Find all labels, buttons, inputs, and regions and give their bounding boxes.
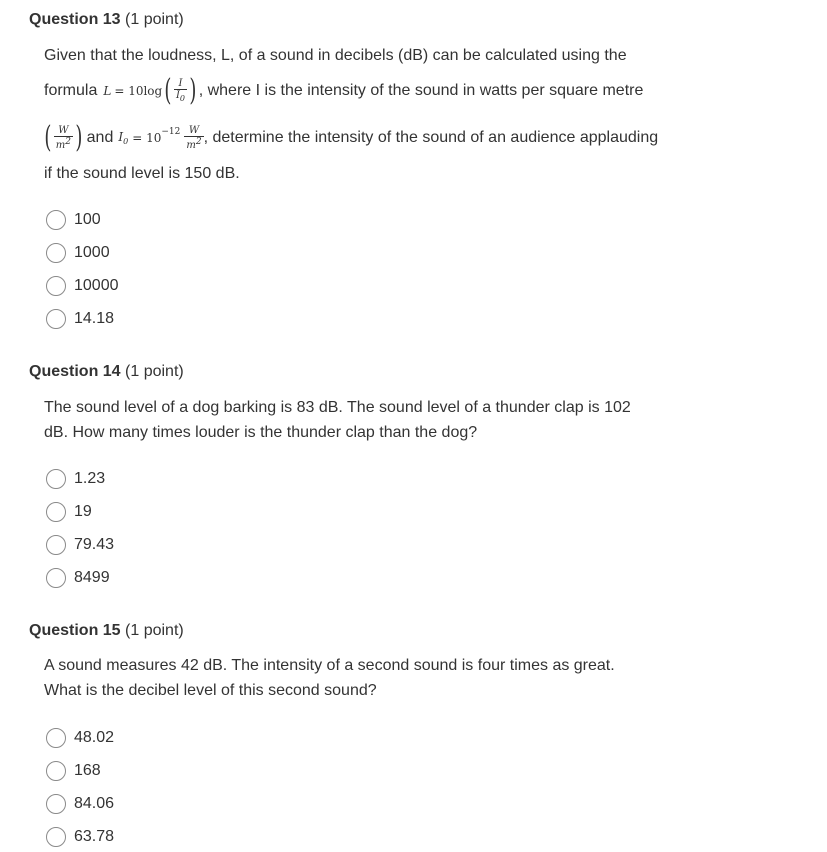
formula-prefix: formula [44,82,98,99]
formula-fraction [174,78,187,104]
radio-button[interactable] [46,568,66,588]
answer-option-label: 8499 [74,569,110,586]
answer-option[interactable] [46,759,101,783]
question-13-text-line-1: Given that the loudness, L, of a sound in decibels (dB) can be calculated using the [44,47,627,64]
i0-eq: = 10 [132,131,162,145]
answer-option-label: 168 [74,762,101,779]
formula-fraction-denominator [174,90,187,104]
answer-option-label: 48.02 [74,729,115,746]
unit-den-sup: 2 [65,137,71,147]
radio-button[interactable] [46,761,66,781]
answer-option-label: 100 [74,211,101,228]
unit-right-paren: ) [75,120,83,155]
answer-option-label: 1000 [74,244,110,261]
question-13-text-line-4: if the sound level is 150 dB. [44,165,240,182]
i0-unit-fraction [184,125,203,151]
question-15-header [29,622,184,640]
unit-fraction [54,125,73,151]
question-points: (1 point) [125,11,184,28]
radio-button[interactable] [46,728,66,748]
question-number: Question 15 [29,622,121,639]
question-number: Question 14 [29,363,121,380]
answer-option-label: 84.06 [74,795,115,812]
question-14-header [29,363,184,381]
answer-option-label: 1.23 [74,470,106,487]
answer-option[interactable] [46,208,101,232]
radio-button[interactable] [46,535,66,555]
answer-option[interactable] [46,726,114,750]
unit-denominator [54,137,73,151]
i0-unit-numerator: W [184,125,203,137]
line-3-suffix: , determine the intensity of the sound of an audience applauding [203,129,659,146]
i0-lhs [118,130,128,146]
question-14-text-line-1: The sound level of a dog barking is 83 dB. The sound level of a thunder clap is 102 [44,399,631,416]
question-number: Question 13 [29,11,121,28]
right-paren: ) [189,73,197,108]
i0-sub: 0 [123,137,129,146]
answer-option[interactable] [46,825,114,849]
question-13-text-line-3 [44,120,658,156]
answer-option[interactable] [46,467,105,491]
radio-button[interactable] [46,210,66,230]
answer-option-label: 63.78 [74,828,115,845]
question-15-text-line-2: What is the decibel level of this second sound? [44,682,377,699]
left-paren: ( [164,73,172,108]
formula-suffix: , where I is the intensity of the sound in watts per square metre [198,82,644,99]
i0-unit-den-symbol: m [186,140,196,151]
i0-unit-den-sup: 2 [195,137,202,147]
answer-option[interactable] [46,307,114,331]
radio-button[interactable] [46,309,66,329]
question-points: (1 point) [125,363,184,380]
question-15-text-line-1: A sound measures 42 dB. The intensity of a second sound is four times as great. [44,657,615,674]
question-14-text-line-2: dB. How many times louder is the thunder clap than the dog? [44,424,478,441]
i0-unit-denominator [184,137,203,151]
radio-button[interactable] [46,276,66,296]
formula-eq: = 10log [114,84,163,98]
answer-option-label: 10000 [74,277,119,294]
unit-left-paren: ( [44,120,52,155]
question-13-text-line-2 [44,74,643,108]
answer-option-label: 79.43 [74,536,115,553]
formula-fraction-numerator: I [174,78,187,90]
answer-option[interactable] [46,274,119,298]
radio-button[interactable] [46,502,66,522]
answer-option[interactable] [46,533,114,557]
unit-numerator: W [54,125,73,137]
question-points: (1 point) [125,622,184,639]
answer-option[interactable] [46,500,92,524]
radio-button[interactable] [46,794,66,814]
radio-button[interactable] [46,243,66,263]
answer-option-label: 19 [74,503,92,520]
i0-exponent: −12 [161,127,181,137]
radio-button[interactable] [46,827,66,847]
question-13-header [29,11,184,29]
answer-option[interactable] [46,566,110,590]
formula-den-sub: 0 [179,94,185,103]
answer-option[interactable] [46,241,110,265]
answer-option[interactable] [46,792,114,816]
unit-den-symbol: m [55,140,66,151]
radio-button[interactable] [46,469,66,489]
answer-option-label: 14.18 [74,310,115,327]
formula-den-symbol: I [175,90,180,101]
formula-lhs: L [103,84,112,98]
i0-symbol: I [118,130,124,144]
and-text: and [86,129,114,146]
